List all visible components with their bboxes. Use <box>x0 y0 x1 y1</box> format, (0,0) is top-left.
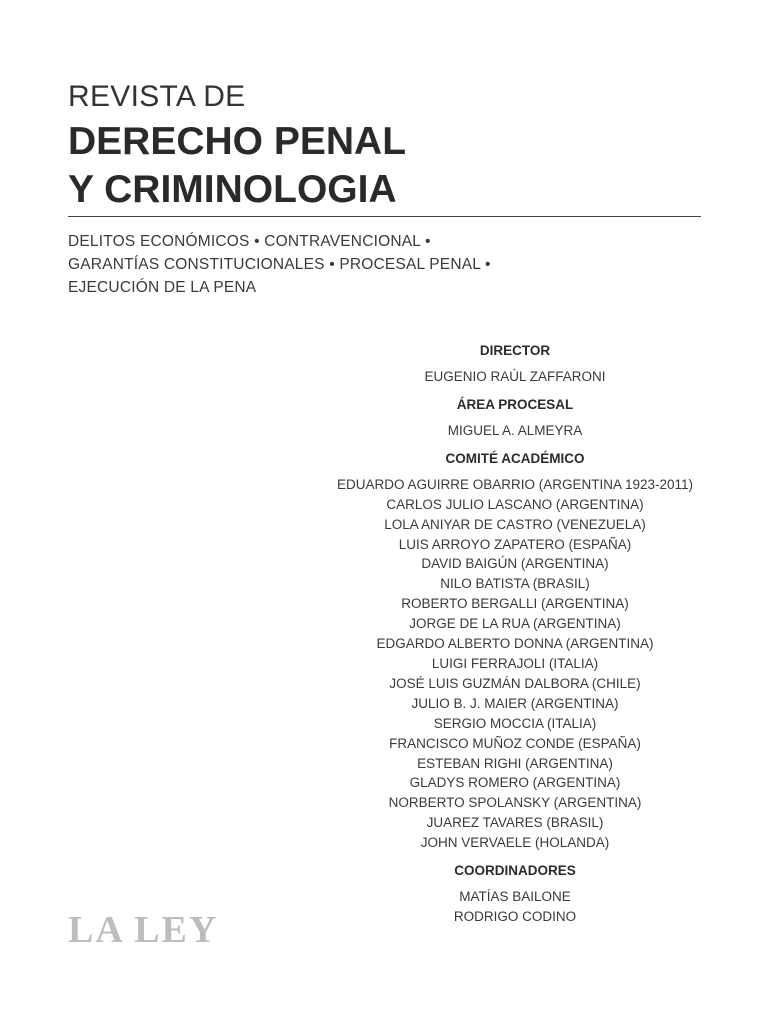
comite-member: GLADYS ROMERO (ARGENTINA) <box>409 775 621 791</box>
comite-member: JORGE DE LA RUA (ARGENTINA) <box>409 616 621 632</box>
comite-member: LUIS ARROYO ZAPATERO (ESPAÑA) <box>398 536 632 552</box>
area-procesal-name: MIGUEL A. ALMEYRA <box>447 422 583 438</box>
subtitle-line: GARANTÍAS CONSTITUCIONALES • PROCESAL PENAL • <box>68 256 491 273</box>
comite-member: JOHN VERVAELE (HOLANDA) <box>420 835 610 851</box>
director-list <box>315 367 715 387</box>
comite-member: CARLOS JULIO LASCANO (ARGENTINA) <box>386 496 644 512</box>
area-procesal-list <box>315 421 715 441</box>
journal-title-line: Y CRIMINOLOGIA <box>68 168 397 211</box>
comite-member: EDGARDO ALBERTO DONNA (ARGENTINA) <box>376 636 654 652</box>
comite-member: ROBERTO BERGALLI (ARGENTINA) <box>401 596 629 612</box>
comite-member: NILO BATISTA (BRASIL) <box>440 576 590 592</box>
editorial-board <box>315 341 715 927</box>
comite-member: SERGIO MOCCIA (ITALIA) <box>433 715 597 731</box>
comite-member: LOLA ANIYAR DE CASTRO (VENEZUELA) <box>384 516 646 532</box>
comite-member: JUAREZ TAVARES (BRASIL) <box>426 815 604 831</box>
comite-member: ESTEBAN RIGHI (ARGENTINA) <box>417 755 613 771</box>
comite-member: NORBERTO SPOLANSKY (ARGENTINA) <box>388 795 642 811</box>
publisher-logo: LA LEY <box>68 909 219 951</box>
comite-member: DAVID BAIGÚN (ARGENTINA) <box>421 556 609 572</box>
journal-title <box>68 118 406 214</box>
comite-member: LUIGI FERRAJOLI (ITALIA) <box>431 655 599 671</box>
comite-member: FRANCISCO MUÑOZ CONDE (ESPAÑA) <box>389 735 641 751</box>
subtitle-line: DELITOS ECONÓMICOS • CONTRAVENCIONAL • <box>68 233 431 250</box>
comite-member: EDUARDO AGUIRRE OBARRIO (ARGENTINA 1923-2011) <box>336 476 694 492</box>
coordinadores-list <box>315 887 715 927</box>
area-procesal-heading: ÁREA PROCESAL <box>456 396 574 412</box>
journal-title-line: DERECHO PENAL <box>68 120 407 163</box>
title-prefix: REVISTA DE <box>68 80 246 113</box>
director-heading: DIRECTOR <box>479 343 551 358</box>
coordinadores-heading: COORDINADORES <box>454 863 576 879</box>
comite-list <box>315 475 715 853</box>
coordinador-name: RODRIGO CODINO <box>453 908 577 924</box>
title-divider <box>68 216 701 217</box>
comite-member: JULIO B. J. MAIER (ARGENTINA) <box>411 695 619 711</box>
comite-heading: COMITÉ ACADÉMICO <box>445 450 585 466</box>
subtitle-line: EJECUCIÓN DE LA PENA <box>68 279 257 296</box>
coordinador-name: MATÍAS BAILONE <box>459 889 571 905</box>
comite-member: JOSÉ LUIS GUZMÁN DALBORA (CHILE) <box>389 675 641 691</box>
director-name: EUGENIO RAÚL ZAFFARONI <box>424 369 606 384</box>
subtitle <box>68 230 491 299</box>
